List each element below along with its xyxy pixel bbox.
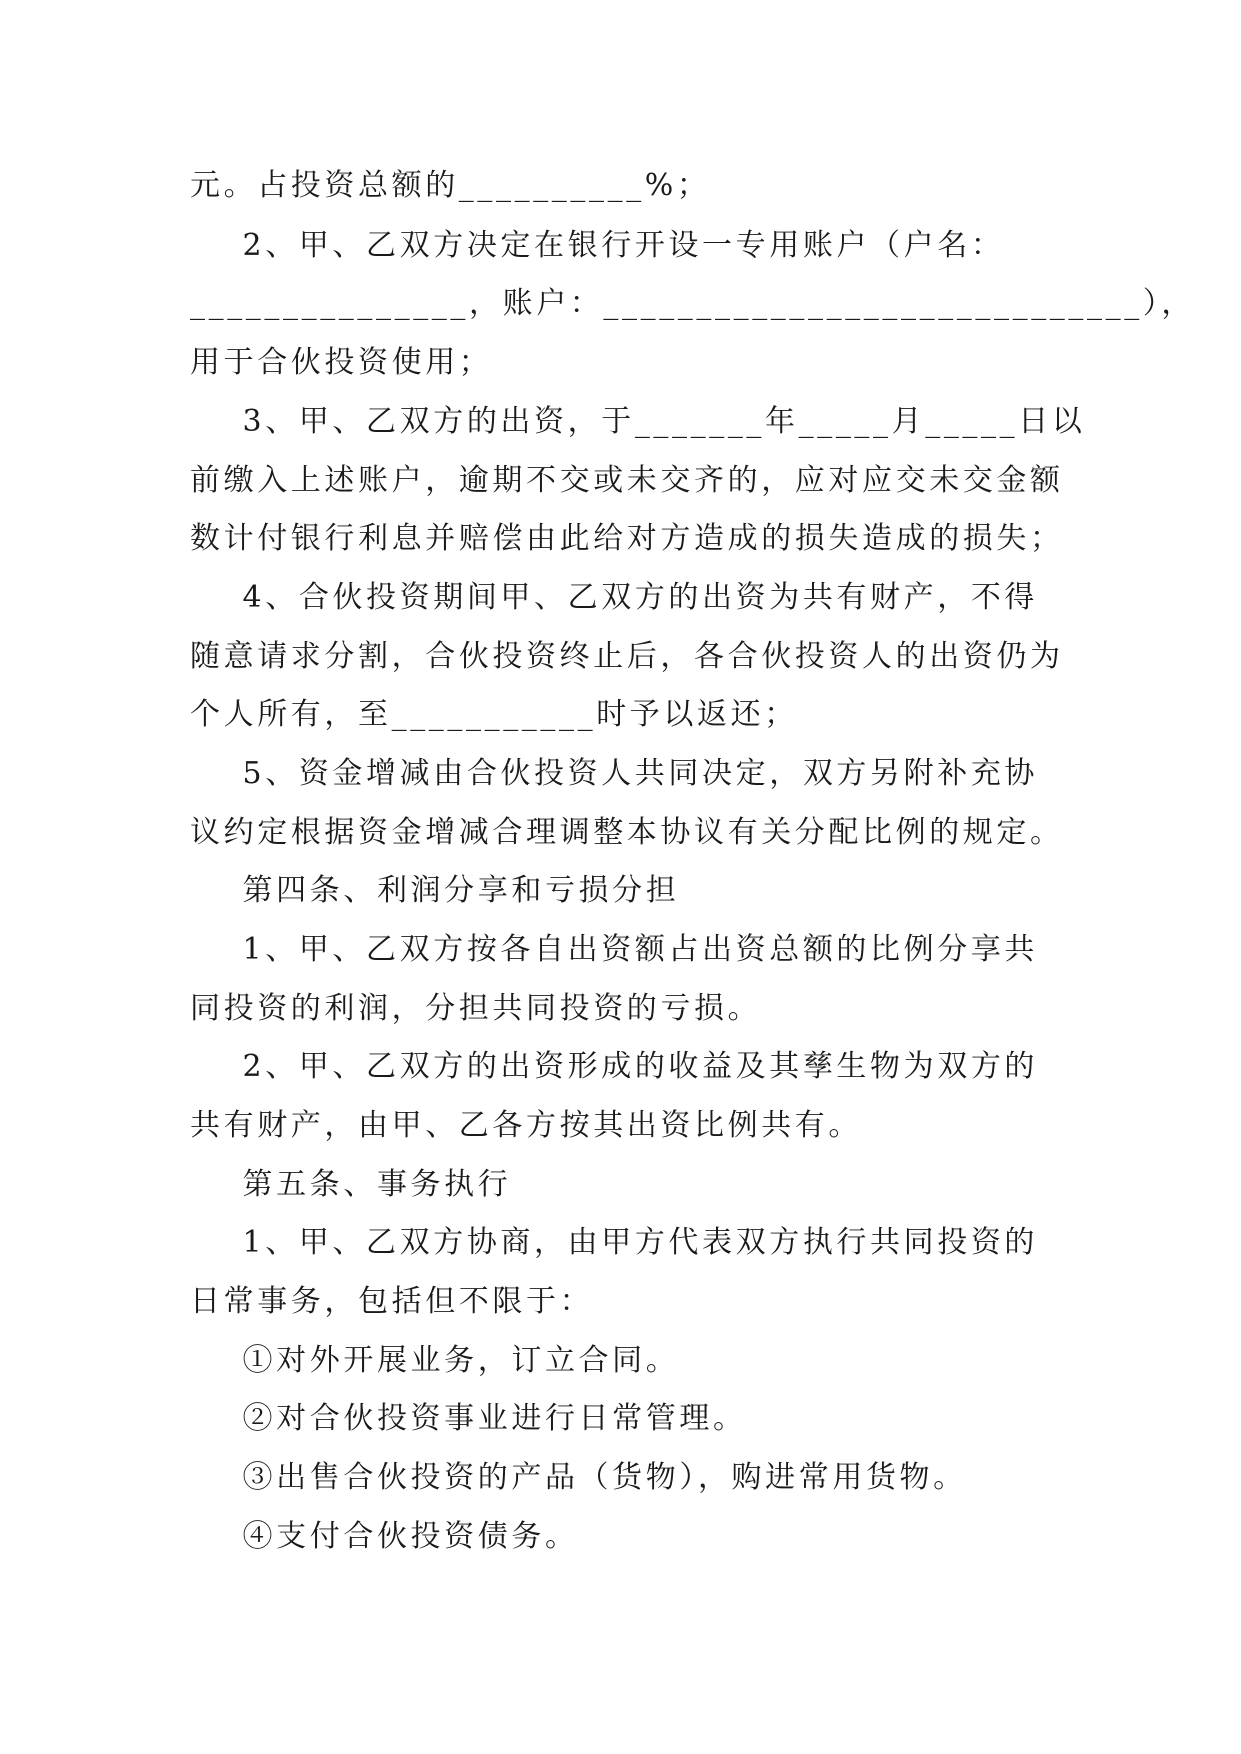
text-line: 个人所有，至___________时予以返还； [190,697,798,732]
text-line: 日常事务，包括但不限于： [190,1284,594,1319]
section-heading: 第四条、利润分享和亏损分担 [190,873,680,908]
text-line: 元。占投资总额的__________%； [190,168,711,203]
text-line: 2、甲、乙双方的出资形成的收益及其孳生物为双方的 [190,1049,1039,1084]
text-line: 数计付银行利息并赔偿由此给对方造成的损失造成的损失； [190,521,1064,556]
text-line: 1、甲、乙双方按各自出资额占出资总额的比例分享共 [190,932,1039,967]
section-heading: 第五条、事务执行 [190,1167,512,1202]
text-line: 议约定根据资金增减合理调整本协议有关分配比例的规定。 [190,815,1064,850]
text-line: 前缴入上述账户，逾期不交或未交齐的，应对应交未交金额 [190,463,1064,498]
text-line: 4、合伙投资期间甲、乙双方的出资为共有财产，不得 [190,580,1039,615]
text-line: 2、甲、乙双方决定在银行开设一专用账户（户名： [190,228,1005,263]
text-line: 3、甲、乙双方的出资，于_______年_____月_____日以 [190,404,1086,439]
text-line: _______________，账户：_____________________________）， [190,286,1195,321]
text-line: 用于合伙投资使用； [190,345,493,380]
text-line: 5、资金增减由合伙投资人共同决定，双方另附补充协 [190,756,1039,791]
list-item: ①对外开展业务，订立合同。 [190,1343,680,1378]
text-line: 同投资的利润，分担共同投资的亏损。 [190,991,762,1026]
text-line: 1、甲、乙双方协商，由甲方代表双方执行共同投资的 [190,1225,1039,1260]
text-line: 共有财产，由甲、乙各方按其出资比例共有。 [190,1108,862,1143]
list-item: ③出售合伙投资的产品（货物），购进常用货物。 [190,1460,967,1495]
list-item: ②对合伙投资事业进行日常管理。 [190,1401,747,1436]
text-line: 随意请求分割，合伙投资终止后，各合伙投资人的出资仍为 [190,639,1064,674]
list-item: ④支付合伙投资债务。 [190,1519,579,1554]
